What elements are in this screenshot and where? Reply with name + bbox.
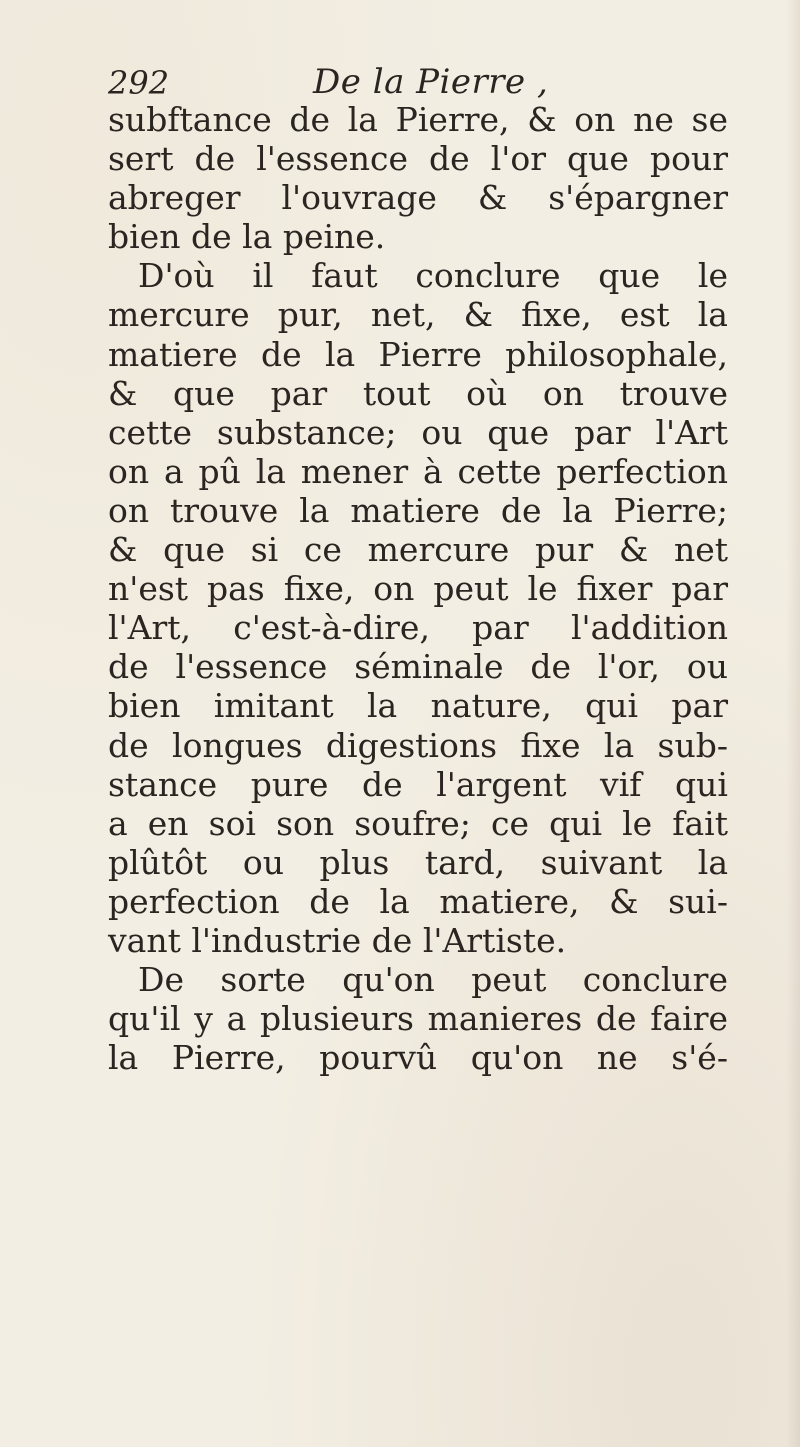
text-line: la Pierre, pourvû qu'on ne s'é-	[108, 1038, 728, 1078]
text-line: abreger l'ouvrage & s'épargner	[108, 178, 728, 218]
text-line: matiere de la Pierre philosophale,	[108, 334, 728, 374]
text-line: on a pû la mener à cette perfection	[108, 451, 728, 491]
paragraph-start-line: D'où il faut conclure que le	[138, 256, 728, 296]
text-line: mercure pur, net, & fixe, est la	[108, 295, 728, 335]
text-line: perfection de la matiere, & sui-	[108, 881, 728, 921]
text-line: bien imitant la nature, qui par	[108, 686, 728, 726]
text-line: & que par tout où on trouve	[108, 373, 728, 413]
text-line: de longues digestions fixe la sub-	[108, 725, 728, 765]
running-title: De la Pierre ,	[313, 62, 549, 102]
text-line: sert de l'essence de l'or que pour	[108, 139, 728, 179]
page-number: 292	[108, 64, 170, 102]
text-line: qu'il y a plusieurs manieres de faire	[108, 999, 728, 1039]
text-line: a en soi son soufre; ce qui le fait	[108, 803, 728, 843]
paragraph-start-line: De sorte qu'on peut conclure	[138, 960, 728, 1000]
page-edge-shadow	[786, 0, 800, 1447]
text-line: cette substance; ou que par l'Art	[108, 412, 728, 452]
text-line: n'est pas fixe, on peut le fixer par	[108, 569, 728, 609]
text-line: vant l'industrie de l'Artiste.	[108, 920, 567, 960]
text-line: & que si ce mercure pur & net	[108, 530, 728, 570]
text-line: de l'essence séminale de l'or, ou	[108, 647, 728, 687]
text-line: on trouve la matiere de la Pierre;	[108, 490, 728, 530]
body-text	[108, 100, 728, 1077]
text-line: bien de la peine.	[108, 217, 386, 257]
text-line: stance pure de l'argent vif qui	[108, 764, 728, 804]
text-line: l'Art, c'est-à-dire, par l'addition	[108, 608, 728, 648]
text-line: plûtôt ou plus tard, suivant la	[108, 842, 728, 882]
text-line: subftance de la Pierre, & on ne se	[108, 100, 728, 139]
